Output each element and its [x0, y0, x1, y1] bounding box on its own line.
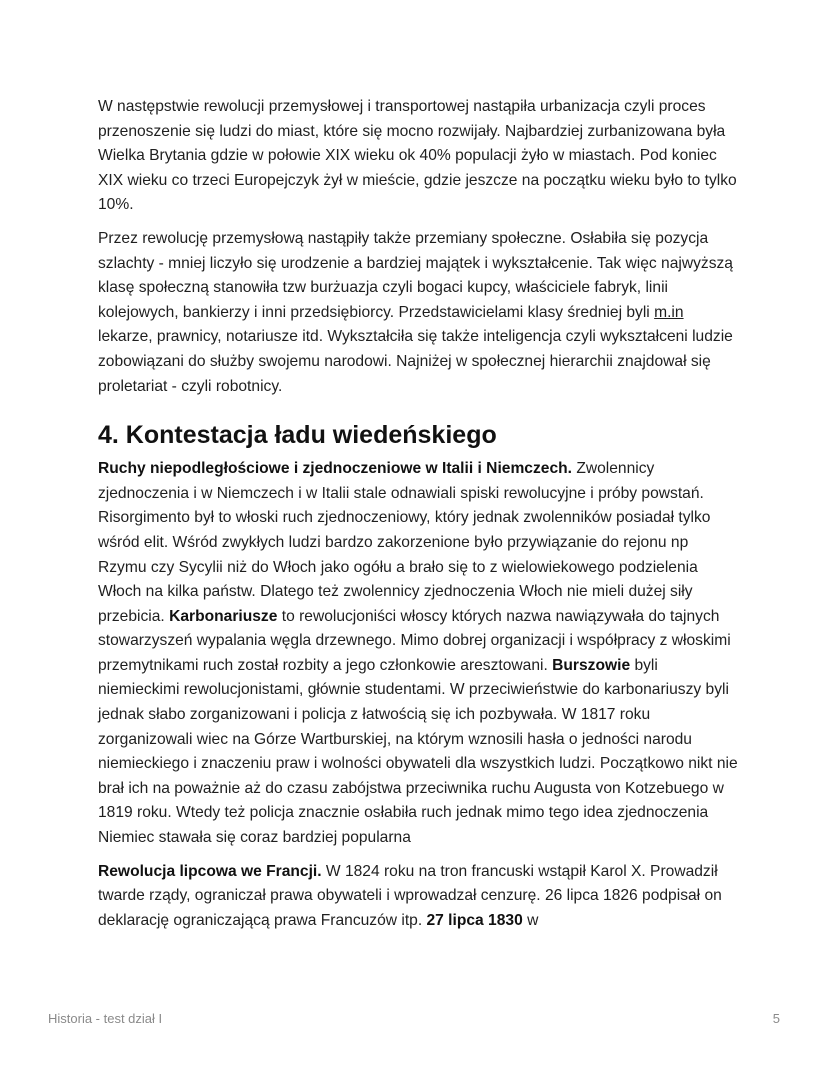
paragraph-urbanization: W następstwie rewolucji przemysłowej i transportowej nastąpiła urbanizacja czyli proces przenoszenie się ludzi do miast, które się mocno rozwijały. Najbardziej zurbanizowana była Wielka Brytania gdzie w połowie XIX wieku ok 40% populacji żyło w miastach. Pod koniec XIX wieku co trzeci Europejczyk żył w mieście, gdzie jeszcze na początku wieku było to tylko 10%.	[98, 98, 737, 214]
paragraph-text: lekarze, prawnicy, notariusze itd. Wykształciła się także inteligencja czyli wykształceni ludzie zobowiązani do służby swojemu narodowi. Najniżej w społecznej hierarchii znajdował się proletariat - czyli robotnicy.	[98, 328, 733, 395]
footer-title: Historia - test dział I	[48, 1011, 163, 1026]
paragraph-text: to rewolucjoniści włoscy których nazwa nawiązywała do tajnych stowarzyszeń wypalania węgla drzewnego. Mimo dobrej organizacji i współpracy z włoskimi przemytnikami ruch został rozbity a jego członkowie aresztowani.	[98, 607, 731, 674]
page-footer	[48, 1011, 780, 1026]
paragraph-text: byli niemieckimi rewolucjonistami, głównie studentami. W przeciwieństwie do karbonariuszy byli jednak słabo zorganizowani i policja z łatwością się ich pozbywała. W 1817 roku zorganizowali wiec na Górze Wartburskiej, na którym wznosili hasła o jedności narodu niemieckiego i znaczeniu praw i wolności obywateli dla wszystkich ludzi. Początkowo nikt nie brał ich na poważnie aż do czasu zabójstwa przeciwnika ruchu Augusta von Kotzebuego w 1819 roku. Wtedy też policja znacznie osłabiła ruch jednak mimo tego idea zjednoczenia Niemiec stawała się coraz bardziej popularna	[98, 656, 738, 847]
paragraph-social-changes	[98, 227, 738, 399]
min-link[interactable]: m.in	[654, 303, 684, 321]
bold-lead: Rewolucja lipcowa we Francji.	[98, 862, 322, 880]
paragraph-text: w	[522, 911, 539, 929]
paragraph-text: Zwolennicy zjednoczenia i w Niemczech i w Italii stale odnawiali spiski rewolucyjne i próby powstań. Risorgimento był to włoski ruch zjednoczeniowy, który jednak zwolenników posiadał tylko wśród elit. Wśród zwykłych ludzi bardzo zakorzenione było przywiązanie do rejonu np Rzymu czy Sycylii niż do Włoch jako ogółu a brało się to z wielowiekowego podzielenia Włoch na kilka państw. Dlatego też zwolennicy zjednoczenia Włoch nie mieli dużej siły przebicia.	[98, 460, 711, 625]
paragraph-july-revolution	[98, 860, 738, 934]
page-number: 5	[772, 1011, 780, 1026]
paragraph-text: Przez rewolucję przemysłową nastąpiły także przemiany społeczne. Osłabiła się pozycja szlachty - mniej liczyło się urodzenie a bardziej majątek i wykształcenie. Tak więc najwyższą klasę społeczną stanowiła tzw burżuazja czyli bogaci kupcy, właściciele fabryk, linii kolejowych, bankierzy i inni przedsiębiorcy. Przedstawicielami klasy średniej byli	[98, 229, 733, 321]
page-content	[98, 95, 738, 942]
paragraph-text: W 1824 roku na tron francuski wstąpił Karol X. Prowadził twarde rządy, ograniczał prawa obywateli i wprowadzał cenzurę. 26 lipca 1826 podpisał on deklarację ograniczającą prawa Francuzów itp.	[98, 862, 722, 929]
bold-term: Burszowie	[552, 656, 631, 674]
bold-term: Karbonariusze	[169, 607, 278, 625]
bold-lead: Ruchy niepodległościowe i zjednoczeniowe w Italii i Niemczech.	[98, 460, 572, 478]
bold-date: 27 lipca 1830	[426, 911, 523, 929]
paragraph-unification-movements	[98, 457, 738, 851]
section-heading: 4. Kontestacja ładu wiedeńskiego	[98, 421, 497, 450]
